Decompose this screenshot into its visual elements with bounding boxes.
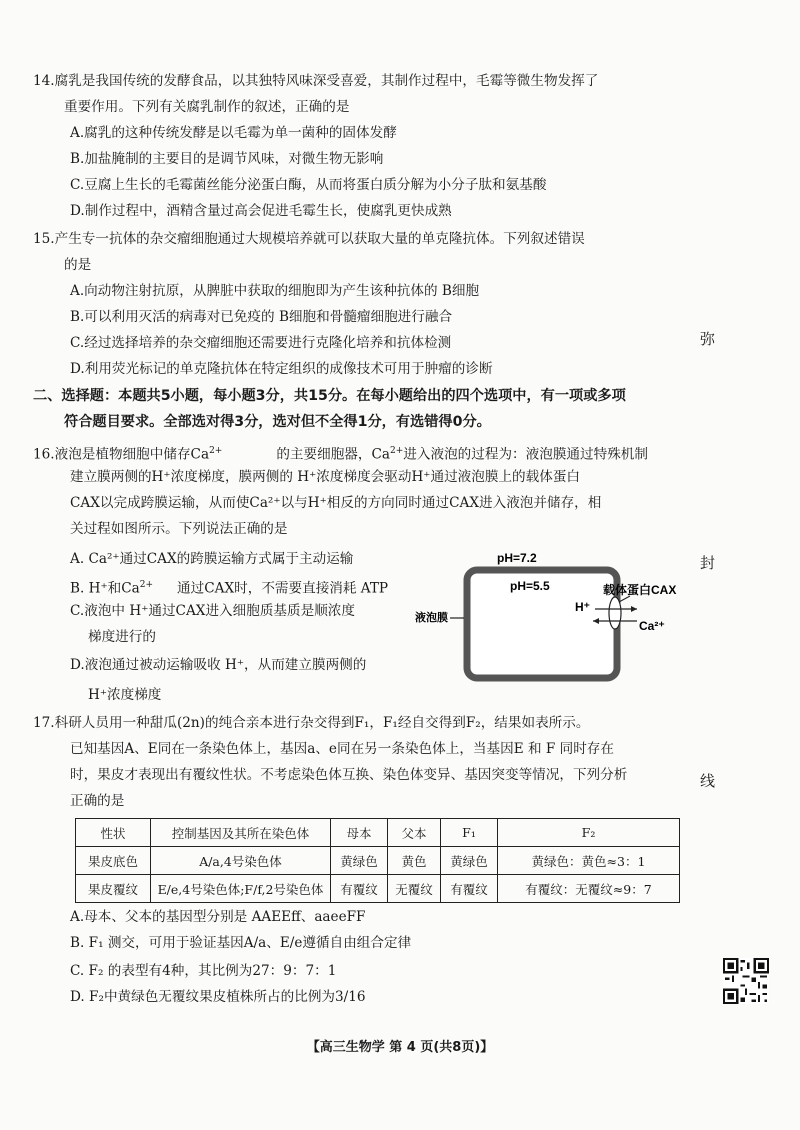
q16-option-a: A. Ca²⁺通过CAX的跨膜运输方式属于主动运输 — [70, 551, 354, 567]
carrier-label: 载体蛋白CAX — [603, 583, 677, 597]
h-ion-arrowhead — [631, 606, 637, 612]
table-header-cell: 母本 — [331, 819, 388, 847]
q14-option-d: D.制作过程中，酒精含量过高会促进毛霉生长，使腐乳更快成熟 — [70, 203, 452, 219]
q15-option-d: D.利用荧光标记的单克隆抗体在特定组织的成像技术可用于肿瘤的诊断 — [70, 361, 493, 377]
q16-stem-line3: CAX以完成跨膜运输，从而使Ca²⁺以与H⁺相反的方向同时通过CAX进入液泡并储存，相 — [70, 495, 602, 511]
q14-stem-line1: 14.腐乳是我国传统的发酵食品，以其独特风味深受喜爱，其制作过程中，毛霉等微生物发挥了 — [33, 73, 599, 89]
page-footer: 【高三生物学 第 4 页(共8页)】 — [306, 1040, 494, 1055]
table-cell: 有覆纹 — [441, 875, 498, 903]
table-cell: 果皮覆纹 — [76, 875, 151, 903]
q15-stem-line2: 的是 — [64, 257, 92, 273]
table-header-cell: 控制基因及其所在染色体 — [151, 819, 331, 847]
vacuole-diagram — [415, 548, 695, 683]
q15-option-c: C.经过选择培养的杂交瘤细胞还需要进行克隆化培养和抗体检测 — [70, 335, 452, 351]
q16-option-c-line2: 梯度进行的 — [88, 629, 156, 645]
q15-option-b: B.可以利用灭活的病毒对已免疫的 B细胞和骨髓瘤细胞进行融合 — [70, 309, 453, 325]
section2-heading-line2: 符合题目要求。全部选对得3分，选对但不全得1分，有选错得0分。 — [64, 414, 491, 430]
q14-option-c: C.豆腐上生长的毛霉菌丝能分泌蛋白酶，从而将蛋白质分解为小分子肽和氨基酸 — [70, 177, 547, 193]
table-row — [76, 875, 680, 903]
q15-option-a: A.向动物注射抗原，从脾脏中获取的细胞即为产生该种抗体的 B细胞 — [70, 283, 480, 299]
table-cell: E/e,4号染色体;F/f,2号染色体 — [151, 875, 331, 903]
table-row — [76, 847, 680, 875]
q16-stem-line4: 关过程如图所示。下列说法正确的是 — [70, 521, 288, 537]
q17-stem-line2: 已知基因A、E同在一条染色体上，基因a、e同在另一条染色体上，当基因E 和 F 同时存在 — [70, 741, 614, 757]
q17-stem-line3: 时，果皮才表现出有覆纹性状。不考虑染色体互换、染色体变异、基因突变等情况，下列分析 — [70, 767, 628, 783]
q16-option-d-line2: H⁺浓度梯度 — [88, 687, 162, 703]
q17-option-c: C. F₂ 的表型有4种，其比例为27：9：7：1 — [70, 963, 337, 979]
q17-option-d: D. F₂中黄绿色无覆纹果皮植株所占的比例为3/16 — [70, 989, 366, 1005]
q14-option-a: A.腐乳的这种传统发酵是以毛霉为单一菌种的固体发酵 — [70, 125, 397, 141]
margin-mark-feng: 封 — [700, 554, 716, 572]
section2-heading-line1: 二、选择题：本题共5小题，每小题3分，共15分。在每小题给出的四个选项中，有一项或多项 — [33, 388, 626, 404]
table-cell: 黄色 — [388, 847, 441, 875]
table-cell: 果皮底色 — [76, 847, 151, 875]
q16-stem-line1: 16.液泡是植物细胞中储存$Ca^{2+}$ 的主要细胞器，$Ca^{2+}$进入液泡的过程为：液泡膜通过特殊机制 — [33, 446, 648, 463]
q17-stem-line4: 正确的是 — [70, 793, 125, 809]
table-header-cell: F₂ — [498, 819, 680, 847]
margin-mark-mi: 弥 — [700, 330, 716, 348]
table-header-cell: F₁ — [441, 819, 498, 847]
ph-outer-label: pH=7.2 — [497, 551, 537, 565]
table-header-cell: 父本 — [388, 819, 441, 847]
h-ion-label: H⁺ — [575, 600, 590, 614]
q16-stem-line2: 建立膜两侧的H⁺浓度梯度，膜两侧的 H⁺浓度梯度会驱动H⁺通过液泡膜上的载体蛋白 — [70, 469, 581, 485]
margin-mark-xian: 线 — [700, 772, 716, 790]
ca-ion-label: Ca²⁺ — [639, 619, 665, 633]
q17-option-a: A.母本、父本的基因型分别是 AAEEff、aaeeFF — [70, 909, 366, 925]
q17-option-b: B. F₁ 测交，可用于验证基因A/a、E/e遵循自由组合定律 — [70, 935, 412, 951]
q17-stem-line1: 17.科研人员用一种甜瓜(2n)的纯合亲本进行杂交得到F₁，F₁经自交得到F₂，结果如表所示。 — [33, 715, 590, 731]
table-cell: 黄绿色 — [441, 847, 498, 875]
q16-option-d-line1: D.液泡通过被动运输吸收 H⁺，从而建立膜两侧的 — [70, 657, 367, 673]
table-cell: 有覆纹：无覆纹≈9：7 — [498, 875, 680, 903]
q14-option-b: B.加盐腌制的主要目的是调节风味，对微生物无影响 — [70, 151, 384, 167]
membrane-label: 液泡膜 — [415, 612, 448, 624]
q16-option-c-line1: C.液泡中 H⁺通过CAX进入细胞质基质是顺浓度 — [70, 603, 355, 619]
qr-code-icon — [723, 958, 769, 1004]
table-cell: 黄绿色：黄色≈3：1 — [498, 847, 680, 875]
ph-inner-label: pH=5.5 — [510, 579, 550, 593]
table-cell: 有覆纹 — [331, 875, 388, 903]
table-cell: 黄绿色 — [331, 847, 388, 875]
table-cell: 无覆纹 — [388, 875, 441, 903]
table-header-row — [76, 819, 680, 847]
q14-stem-line2: 重要作用。下列有关腐乳制作的叙述，正确的是 — [64, 99, 350, 115]
q16-option-b: B. H⁺和$Ca^{2+}$ 通过CAX时，不需要直接消耗 ATP — [70, 580, 389, 597]
table-header-cell: 性状 — [76, 819, 151, 847]
table-cell: A/a,4号染色体 — [151, 847, 331, 875]
q15-stem-line1: 15.产生专一抗体的杂交瘤细胞通过大规模培养就可以获取大量的单克隆抗体。下列叙述错误 — [33, 231, 585, 247]
q17-results-table — [75, 818, 680, 903]
